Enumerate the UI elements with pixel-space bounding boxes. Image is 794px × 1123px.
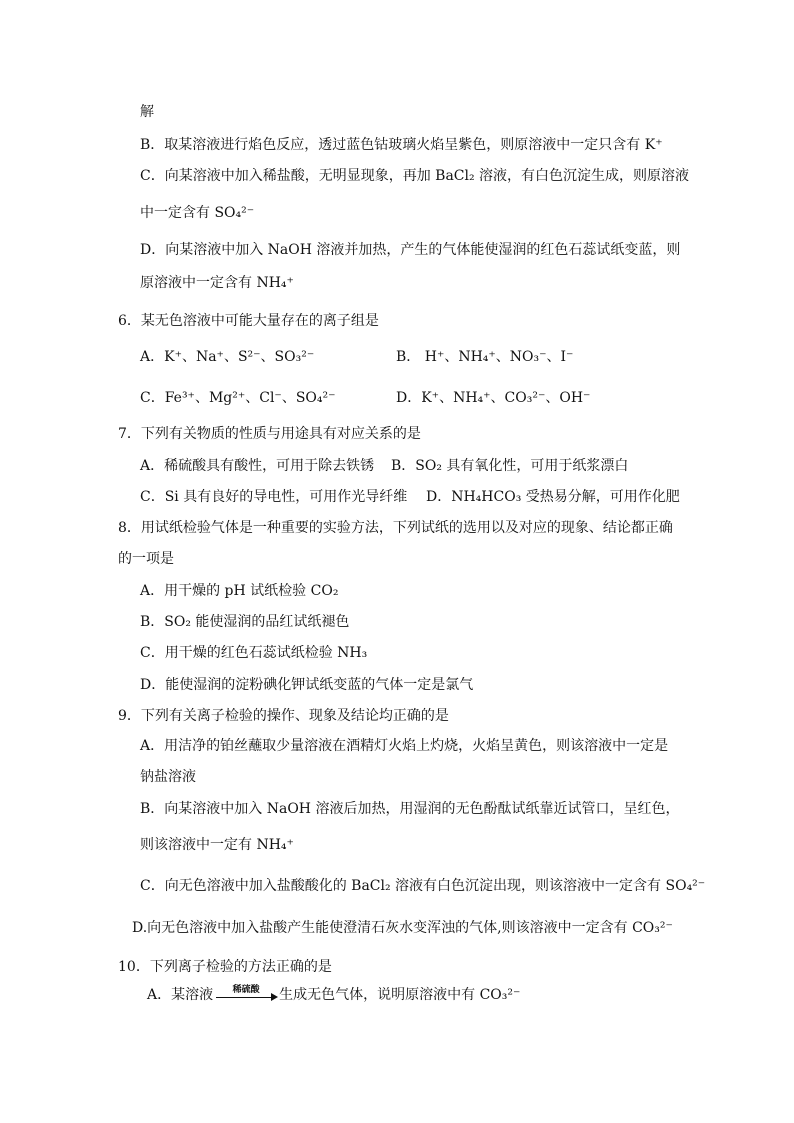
- question-9-option-a: A．用洁净的铂丝蘸取少量溶液在酒精灯火焰上灼烧，火焰呈黄色，则该溶液中一定是: [140, 738, 669, 754]
- text-line: 中一定含有 SO₄²⁻: [140, 205, 255, 221]
- question-8-stem: 8．用试纸检验气体是一种重要的实验方法，下列试纸的选用以及对应的现象、结论都正确: [118, 520, 673, 536]
- option-a-prefix: A．某溶液: [147, 987, 214, 1003]
- question-9-option-b: B．向某溶液中加入 NaOH 溶液后加热，用湿润的无色酚酞试纸靠近试管口，呈红色，: [140, 801, 680, 817]
- question-8-stem-continued: 的一项是: [118, 551, 174, 567]
- option-a-suffix: 生成无色气体，说明原溶液中有 CO₃²⁻: [279, 987, 521, 1003]
- question-6-stem: 6．某无色溶液中可能大量存在的离子组是: [118, 313, 379, 329]
- question-9-option-a-continued: 钠盐溶液: [140, 769, 196, 785]
- question-7-option-b: B．SO₂ 具有氧化性，可用于纸浆漂白: [391, 458, 629, 474]
- question-7-option-a: A．稀硫酸具有酸性，可用于除去铁锈: [140, 458, 375, 474]
- text-line: C．向某溶液中加入稀盐酸，无明显现象，再加 BaCl₂ 溶液，有白色沉淀生成，则原溶液: [140, 168, 690, 184]
- question-9-option-b-continued: 则该溶液中一定有 NH₄⁺: [140, 837, 294, 853]
- question-8-option-d: D．能使湿润的淀粉碘化钾试纸变蓝的气体一定是氯气: [140, 677, 474, 693]
- question-9-stem: 9．下列有关离子检验的操作、现象及结论均正确的是: [118, 708, 449, 724]
- question-8-option-b: B．SO₂ 能使湿润的品红试纸褪色: [140, 614, 350, 630]
- reaction-arrow-label: 稀硫酸: [232, 985, 260, 995]
- reaction-arrow: [214, 985, 278, 1005]
- question-10-stem: 10．下列离子检验的方法正确的是: [118, 959, 332, 975]
- question-9-option-c: C．向无色溶液中加入盐酸酸化的 BaCl₂ 溶液有白色沉淀出现，则该溶液中一定含有 SO₄²⁻: [140, 878, 706, 894]
- question-6-option-c: C．Fe³⁺、Mg²⁺、Cl⁻、SO₄²⁻: [140, 390, 336, 406]
- question-7-option-c: C．Si 具有良好的导电性，可用作光导纤维: [140, 489, 408, 505]
- question-10-option-a: [147, 985, 520, 1005]
- question-6-option-a: A．K⁺、Na⁺、S²⁻、SO₃²⁻: [140, 349, 315, 365]
- question-9-option-d: D.向无色溶液中加入盐酸产生能使澄清石灰水变浑浊的气体,则该溶液中一定含有 CO₃²⁻: [132, 920, 673, 936]
- question-7-stem: 7．下列有关物质的性质与用途具有对应关系的是: [118, 426, 421, 442]
- text-line: 原溶液中一定含有 NH₄⁺: [140, 275, 294, 291]
- question-8-option-c: C．用干燥的红色石蕊试纸检验 NH₃: [140, 645, 368, 661]
- question-8-option-a: A．用干燥的 pH 试纸检验 CO₂: [140, 583, 339, 599]
- question-7-option-d: D．NH₄HCO₃ 受热易分解，可用作化肥: [426, 489, 680, 505]
- text-line: B．取某溶液进行焰色反应，透过蓝色钴玻璃火焰呈紫色，则原溶液中一定只含有 K⁺: [140, 137, 663, 153]
- question-6-option-d: D．K⁺、NH₄⁺、CO₃²⁻、OH⁻: [396, 390, 591, 406]
- text-line: 解: [140, 104, 154, 120]
- text-line: D．向某溶液中加入 NaOH 溶液并加热，产生的气体能使湿润的红色石蕊试纸变蓝，则: [140, 242, 681, 258]
- question-6-option-b: B． H⁺、NH₄⁺、NO₃⁻、I⁻: [396, 349, 574, 365]
